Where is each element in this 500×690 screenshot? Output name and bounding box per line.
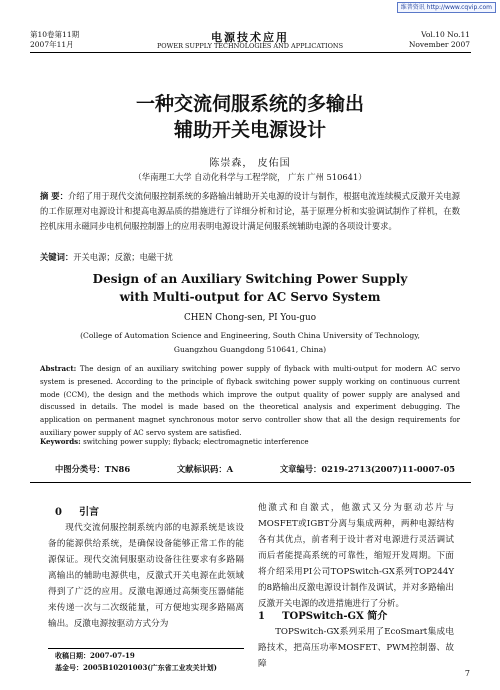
keywords-en-text: switching power supply; flyback; electromagnetic interference bbox=[83, 437, 309, 446]
watermark: 维普资讯 http://www.cqvip.com bbox=[397, 2, 496, 13]
keywords-en-label: Keywords: bbox=[40, 437, 81, 446]
abstract-cn bbox=[40, 189, 460, 234]
header-volume: 第10卷第11期 bbox=[30, 30, 80, 39]
abstract-en-text: The design of an auxiliary switching power supply of flyback with multi-output for modern AC servo system is presened. According to the principle of flyback switching power supply working on continuous current mode (CCM), the design and the methods which improve the output quality of power supply are analysed and discussed in details. The model is made based on the theoretical analysis and experiment debugging. The application on permanent magnet synchronous motor servo controller show that all the design requirements for auxiliary power supply of AC servo system are satisfied. bbox=[40, 364, 460, 437]
keywords-cn bbox=[40, 250, 460, 265]
abstract-cn-label: 摘 要： bbox=[40, 191, 68, 201]
section-1-title: TOPSwitch-GX 简介 bbox=[282, 611, 388, 622]
abstract-cn-text: 介绍了用于现代交流伺服控制系统的多路输出辅助开关电源的设计与制作，根据电流连续模式反激开关电源的工作原理对电源设计和提高电源品质的措施进行了详细分析和讨论，基于原理分析和实验调试制作了样机，在数控机床用永磁同步电机伺服控制器上的应用表明电源设计满足伺服系统辅助电源的各项设计要求。 bbox=[40, 191, 460, 231]
paper-title-cn-line2: 辅助开关电源设计 bbox=[173, 119, 326, 141]
affiliation-en-line1: (College of Automation Science and Engineering, South China University of Technology, bbox=[80, 331, 420, 340]
classification-row bbox=[55, 463, 455, 475]
header-vol-no: Vol.10 No.11 bbox=[421, 30, 470, 39]
header-volume-en bbox=[409, 30, 470, 50]
header-month: November 2007 bbox=[408, 40, 470, 49]
keywords-cn-label: 关键词： bbox=[40, 252, 74, 262]
footnote-rule bbox=[48, 648, 244, 649]
document-code: 文献标识码：A bbox=[176, 464, 234, 474]
section-0-text: 现代交流伺服控制系统内部的电源系统是该设备的能源供给系统，是确保设备能够正常工作的能源保证。现代交流伺服驱动设备往往要求有多路隔离输出的辅助电源供电，反激式开关电源在此领域得到了广泛的应用。反激电源通过高频变压器储能来传递一次与二次级能量，可方便地实现多路隔离输出。反激电源按驱动方式分为 bbox=[48, 523, 244, 629]
section-0-number: 0 bbox=[55, 507, 62, 518]
section-0-title: 引言 bbox=[79, 507, 100, 518]
affiliation-cn: （华南理工大学 自动化科学与工程学院， 广东 广州 510641） bbox=[133, 172, 367, 182]
abstract-en-label: Abstract: bbox=[40, 364, 77, 373]
keywords-en bbox=[40, 436, 460, 449]
article-number: 文章编号：0219-2713(2007)11-0007-05 bbox=[279, 464, 455, 474]
journal-title-en: POWER SUPPLY TECHNOLOGIES AND APPLICATIONS bbox=[156, 42, 344, 50]
paper-title-en-line1: Design of an Auxiliary Switching Power Supply bbox=[92, 272, 408, 286]
authors-en: CHEN Chong-sen, PI You-guo bbox=[183, 313, 317, 323]
header-rule bbox=[30, 52, 471, 53]
right-column-text: 他激式和自激式，他激式又分为驱动芯片与MOSFET或IGBT分离与集成两种，两种电源结构各有其优点，前者利于设计者对电源进行灵活调试而后者能提高系统的可靠性，缩短开发周期。下面将介绍采用PI公司TOPSwitch-GX系列TOP244Y的8路输出反激电源设计制作及调试，并对多路输出反激开关电源的改进措施进行了分析。 bbox=[258, 503, 454, 609]
section-1-number: 1 bbox=[258, 611, 265, 622]
section-1-heading bbox=[258, 604, 387, 623]
page-number: 7 bbox=[464, 669, 470, 678]
section-1-text: TOPSwitch-GX系列采用了EcoSmart集成电路技术，把高压功率MOSFET、PWM控制器、故障 bbox=[258, 627, 454, 669]
authors-cn: 陈崇森， 皮佑国 bbox=[209, 158, 291, 169]
fund-info: 基金号：2005B10201003(广东省工业攻关计划) bbox=[55, 663, 217, 672]
header-date: 2007年11月 bbox=[30, 40, 74, 49]
section-0-heading bbox=[55, 500, 99, 519]
received-date: 收稿日期：2007-07-19 bbox=[55, 651, 135, 660]
paper-title-cn-line1: 一种交流伺服系统的多输出 bbox=[135, 93, 364, 115]
clc-number: 中图分类号：TN86 bbox=[55, 464, 131, 474]
journal-title-cn: 电源技术应用 bbox=[211, 31, 289, 44]
paper-title-en-line2: with Multi-output for AC Servo System bbox=[119, 290, 381, 304]
section-divider bbox=[30, 482, 471, 483]
keywords-cn-text: 开关电源；反激；电磁干扰 bbox=[73, 252, 173, 262]
footnote bbox=[55, 650, 217, 674]
abstract-en bbox=[40, 363, 460, 440]
affiliation-en-line2: Guangzhou Guangdong 510641, China) bbox=[173, 345, 327, 354]
